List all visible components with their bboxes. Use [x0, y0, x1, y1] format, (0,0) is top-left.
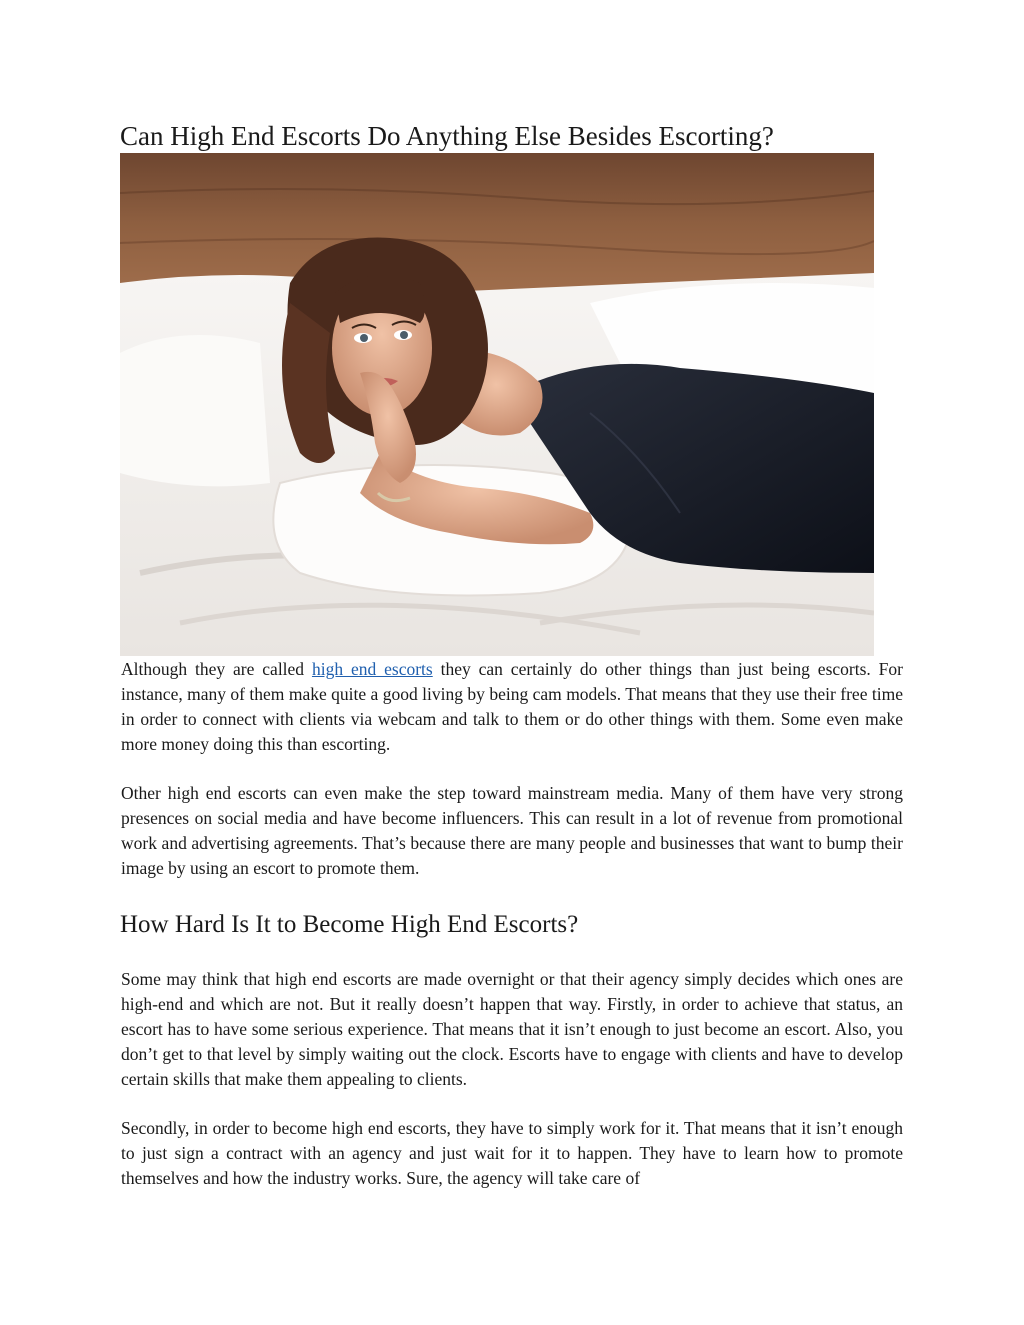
paragraph-2: Other high end escorts can even make the step toward mainstream media. Many of them have very strong presences on social media and have become influencers. This can result in a lot of revenue from promotional work and advertising agreements. That’s because there are many people and businesses that want to bump their image by using an escort to promote them.	[121, 783, 903, 878]
article-title: Can High End Escorts Do Anything Else Besides Escorting?	[120, 121, 774, 151]
paragraph-1	[121, 657, 903, 757]
paragraph-3: Some may think that high end escorts are made overnight or that their agency simply decides which ones are high-end and which are not. But it really doesn’t happen that way. Firstly, in order to achieve that status, an escort has to have some serious experience. That means that it isn’t enough to just become an escort. Also, you don’t get to that level by simply waiting out the clock. Escorts have to engage with clients and have to develop certain skills that make them appealing to clients.	[121, 969, 903, 1089]
section-2-title: How Hard Is It to Become High End Escorts?	[120, 911, 579, 938]
paragraph-4: Secondly, in order to become high end escorts, they have to simply work for it. That means that it isn’t enough to just sign a contract with an agency and just wait for it to happen. They have to learn how to promote themselves and how the industry works. Sure, the agency will take care of	[121, 1118, 903, 1188]
paragraph-1-text-after-link: they can certainly do other things than just being escorts. For instance, many of them make quite a good living by being cam models. That means that they use their free time in order to connect with clients via webcam and talk to them or do other things with them. Some even make more money doing this than escorting.	[121, 659, 903, 754]
high-end-escorts-link[interactable]: high end escorts	[311, 659, 433, 679]
hero-image	[120, 153, 874, 656]
photo-woman-on-bed-icon	[120, 153, 874, 656]
paragraph-1-text-before-link: Although they are called	[121, 659, 312, 679]
